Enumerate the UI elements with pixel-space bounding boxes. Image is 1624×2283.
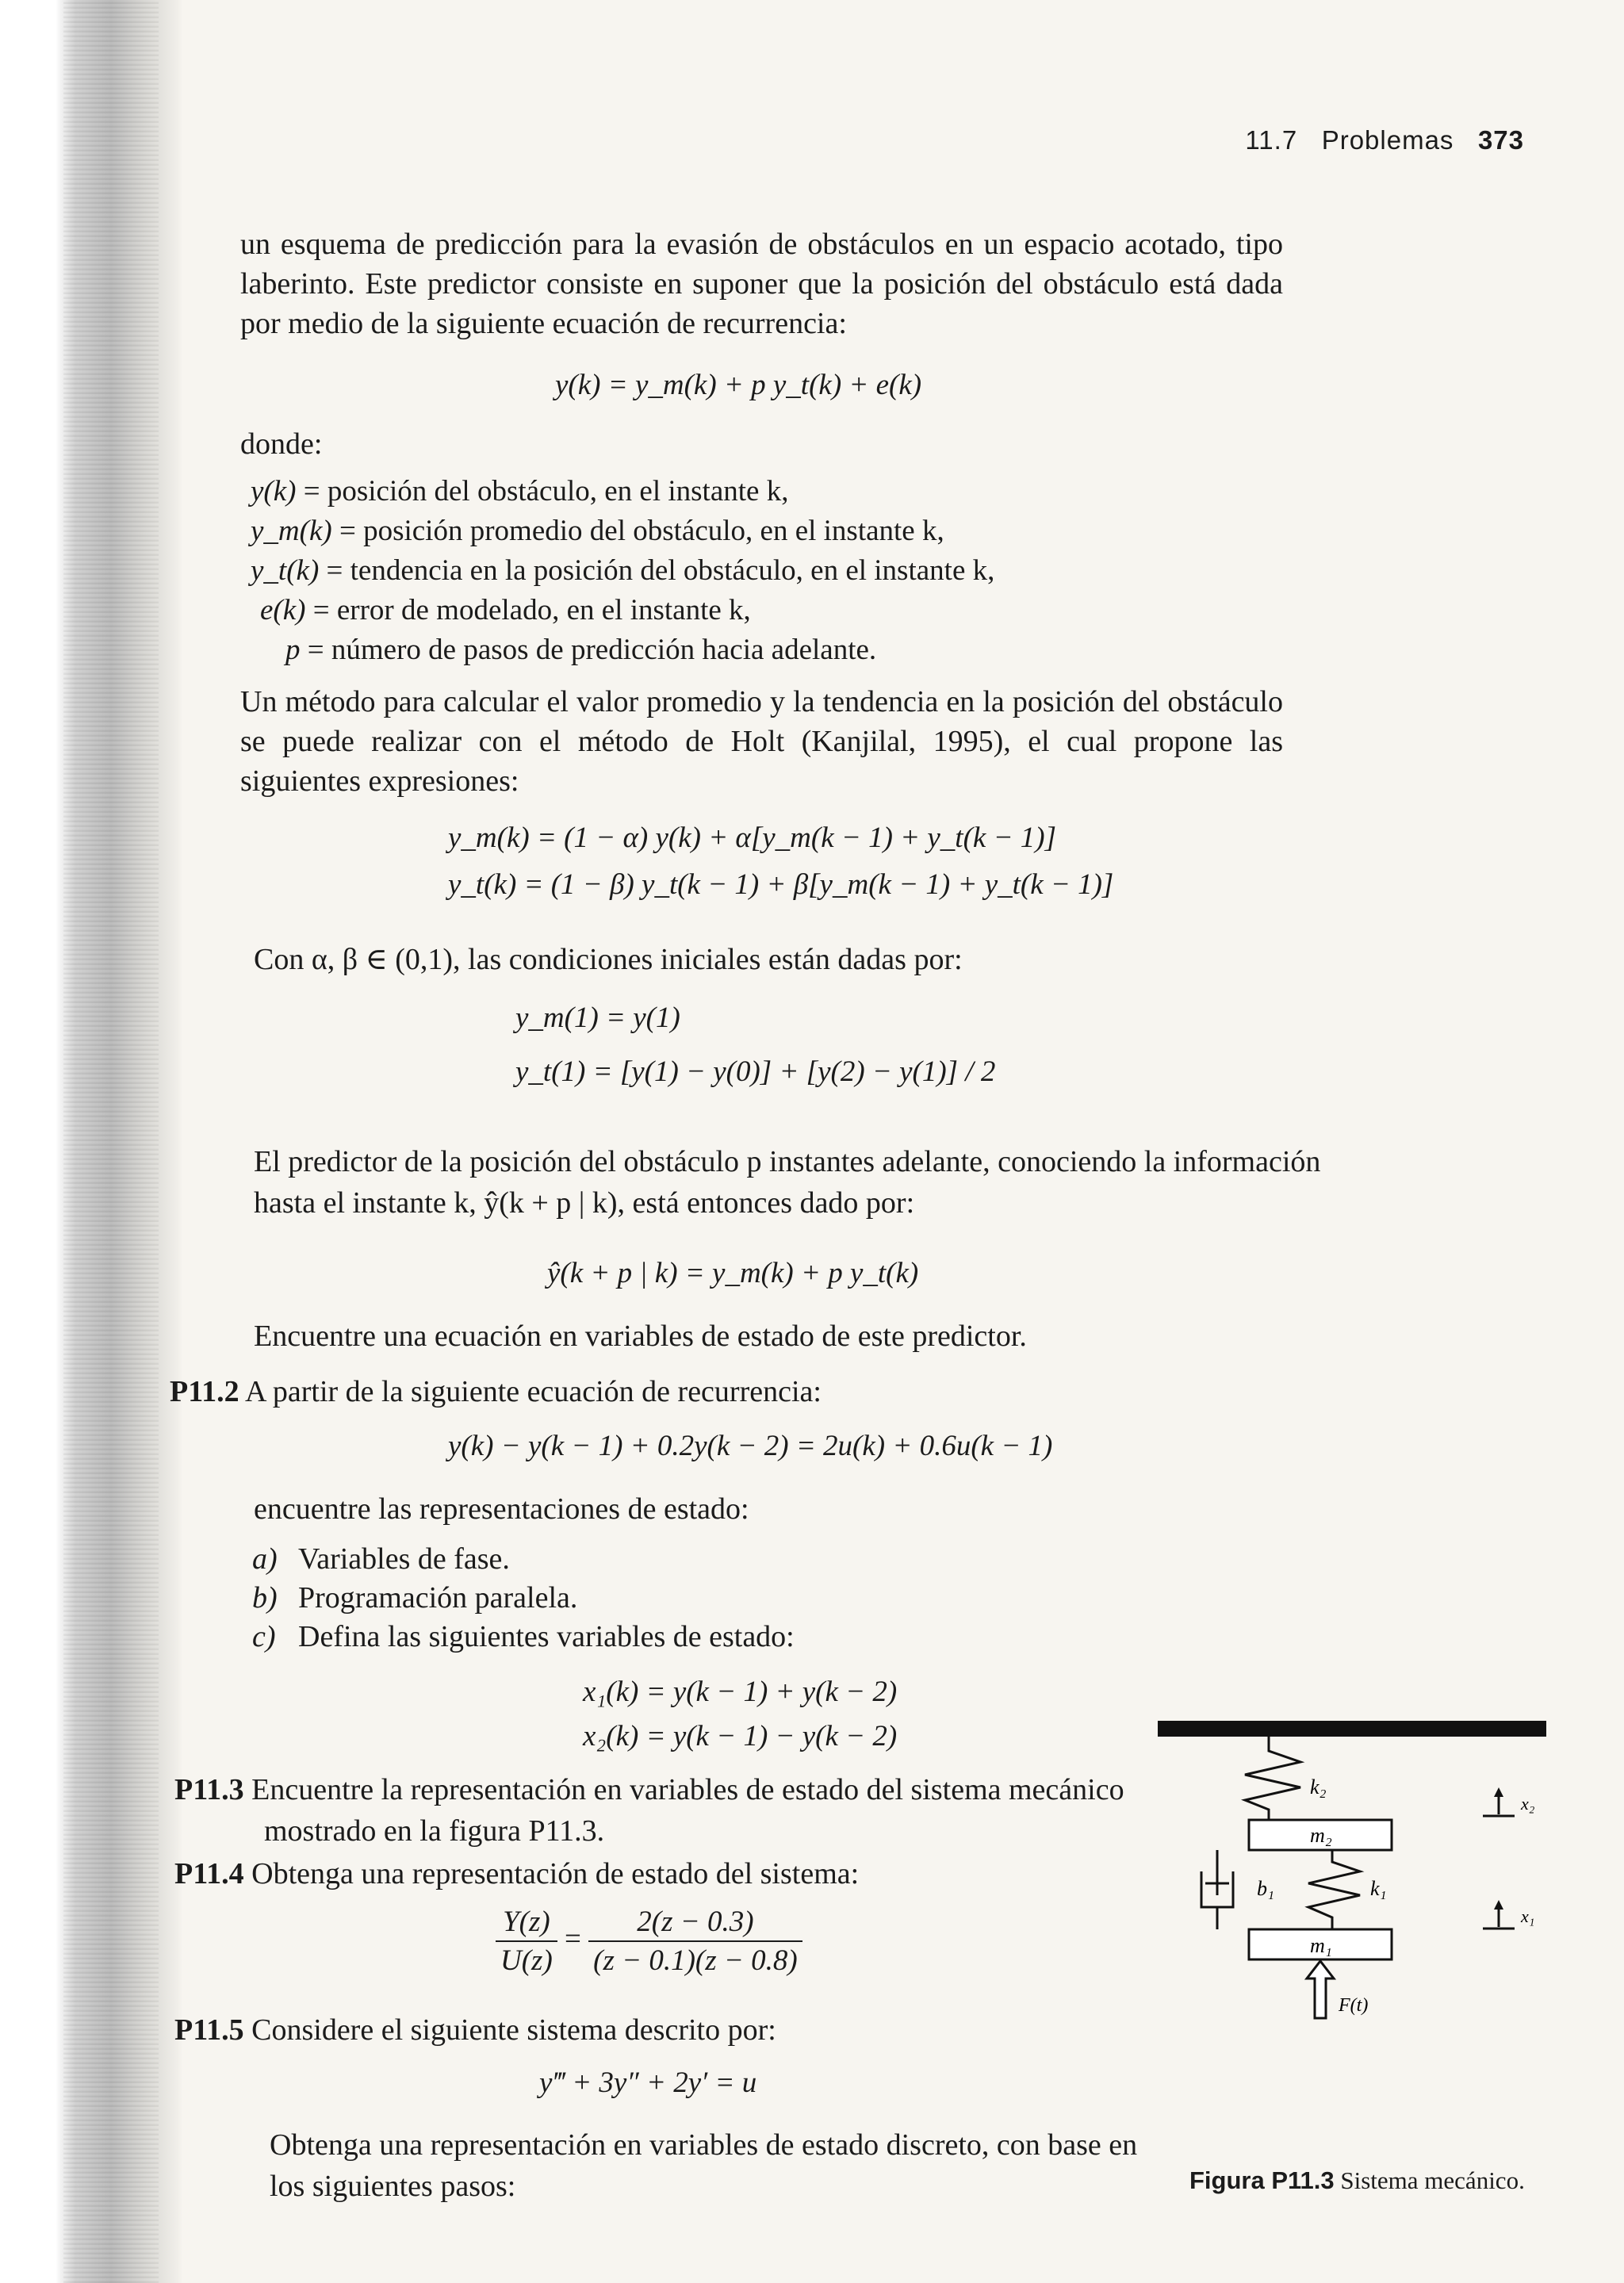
definition-item: y_m(k) = posición promedio del obstáculo, en el instante k, — [251, 515, 944, 547]
figure-caption — [1189, 2166, 1525, 2195]
definitions-list — [251, 472, 994, 670]
definition-item: y_t(k) = tendencia en la posición del obstáculo, en el instante k, — [251, 554, 995, 587]
label-force: F(t) — [1339, 1995, 1369, 2016]
x1-arrowhead — [1494, 1900, 1503, 1910]
problem-p11-3-line2: mostrado en la figura P11.3. — [264, 1814, 605, 1848]
equation-init-2: y_t(1) = [y(1) − y(0)] + [y(2) − y(1)] / 2 — [515, 1055, 996, 1088]
p2-items — [252, 1540, 795, 1657]
figure-caption-label: Figura P11.3 — [1189, 2166, 1335, 2194]
fixed-ceiling — [1158, 1721, 1546, 1737]
page-number: 373 — [1477, 125, 1524, 155]
book-spine-shadow — [0, 0, 182, 2283]
intro-paragraph: un esquema de predicción para la evasión de obstáculos en un espacio acotado, tipo laberinto. Este predictor consiste en suponer que la posición del obstáculo está dada por medio de la siguiente ecuación de recurrencia: — [240, 228, 1283, 340]
definition-item: e(k) = error de modelado, en el instante k, — [260, 594, 751, 626]
x2-arrowhead — [1494, 1787, 1503, 1797]
equation-main: y(k) = y_m(k) + p y_t(k) + e(k) — [555, 369, 922, 401]
problem-text: Obtenga una representación de estado del sistema: — [251, 1857, 860, 1890]
mechanical-system-figure — [1158, 1721, 1554, 2165]
equation-holt-2: y_t(k) = (1 − β) y_t(k − 1) + β[y_m(k − 1) + y_t(k − 1)] — [448, 868, 1114, 901]
label-k2: k₂ — [1310, 1775, 1327, 1798]
definition-item: p = número de pasos de predicción hacia adelante. — [285, 634, 877, 666]
problem-label: P11.5 — [174, 2013, 244, 2047]
list-item: a) Variables de fase. — [252, 1542, 510, 1576]
donde-label: donde: — [240, 427, 323, 461]
list-item: c) Defina las siguientes variables de estado: — [252, 1620, 795, 1653]
label-b1: b₁ — [1257, 1877, 1275, 1900]
definition-item: y(k) = posición del obstáculo, en el instante k, — [251, 475, 789, 508]
section-number: 11.7 — [1245, 125, 1298, 155]
equation-x1: x₁(k) = y(k − 1) + y(k − 2) — [583, 1676, 898, 1708]
label-m2: m₂ — [1310, 1824, 1332, 1847]
p5-after-line2: los siguientes pasos: — [270, 2170, 516, 2203]
list-item: b) Programación paralela. — [252, 1581, 578, 1615]
problem-label: P11.4 — [174, 1857, 244, 1890]
force-arrow — [1307, 1961, 1334, 2018]
spring-k1 — [1308, 1850, 1360, 1929]
label-k1: k₁ — [1370, 1877, 1387, 1900]
tf-right-fraction: $\frac{2(z - 0.3)}{(z - 0.1)(z - 0.8)}$ — [588, 1905, 802, 1978]
equation-p2: y(k) − y(k − 1) + 0.2y(k − 2) = 2u(k) + 0.6u(k − 1) — [448, 1430, 1053, 1462]
equation-init-1: y_m(1) = y(1) — [515, 1002, 680, 1034]
equation-predictor: ŷ(k + p | k) = y_m(k) + p y_t(k) — [547, 1257, 919, 1289]
problem-p11-2 — [170, 1372, 822, 1412]
p2-after-text: encuentre las representaciones de estado: — [254, 1492, 749, 1526]
problem-text: Considere el siguiente sistema descrito por: — [251, 2013, 776, 2047]
equation-p5: y‴ + 3y″ + 2y′ = u — [539, 2067, 757, 2099]
label-x1: x₁ — [1521, 1906, 1535, 1926]
figure-caption-text: Sistema mecánico. — [1340, 2166, 1525, 2194]
problem-p11-4 — [174, 1854, 859, 1894]
problem-text: Encuentre la representación en variables de estado del sistema mecánico — [251, 1773, 1124, 1806]
label-m1: m₁ — [1310, 1934, 1332, 1957]
problem-label: P11.2 — [170, 1375, 239, 1408]
problem-text: A partir de la siguiente ecuación de recurrencia: — [245, 1375, 822, 1408]
problem-p11-5 — [174, 2010, 776, 2050]
problem-p11-3 — [174, 1770, 1124, 1810]
p5-after-line1: Obtenga una representación en variables de estado discreto, con base en — [270, 2128, 1138, 2162]
conditions-paragraph: Con α, β ∈ (0,1), las condiciones iniciales están dadas por: — [254, 943, 963, 976]
section-title: Problemas — [1321, 125, 1454, 155]
find-statement: Encuentre una ecuación en variables de estado de este predictor. — [254, 1320, 1027, 1353]
spring-k2 — [1245, 1737, 1300, 1820]
holt-paragraph: Un método para calcular el valor promedio y la tendencia en la posición del obstáculo se puede realizar con el método de Holt (Kanjilal, 1995), el cual propone las siguientes expresiones: — [240, 685, 1283, 798]
equation-x2: x₂(k) = y(k − 1) − y(k − 2) — [583, 1720, 898, 1752]
predictor-line-1: El predictor de la posición del obstáculo p instantes adelante, conociendo la información — [254, 1145, 1321, 1178]
page-header — [1245, 125, 1524, 155]
equation-holt-1: y_m(k) = (1 − α) y(k) + α[y_m(k − 1) + y_t(k − 1)] — [448, 822, 1057, 854]
problem-label: P11.3 — [174, 1773, 244, 1806]
predictor-line-2: hasta el instante k, ŷ(k + p | k), está entonces dado por: — [254, 1186, 915, 1220]
tf-left-fraction: $\frac{Y(z)}{U(z)}$ — [496, 1905, 557, 1978]
label-x2: x₂ — [1521, 1794, 1535, 1814]
transfer-function: $\frac{Y(z)}{U(z)}$ = $\frac{2(z - 0.3)}{(z - 0.1)(z - 0.8)}$ — [496, 1905, 802, 1978]
